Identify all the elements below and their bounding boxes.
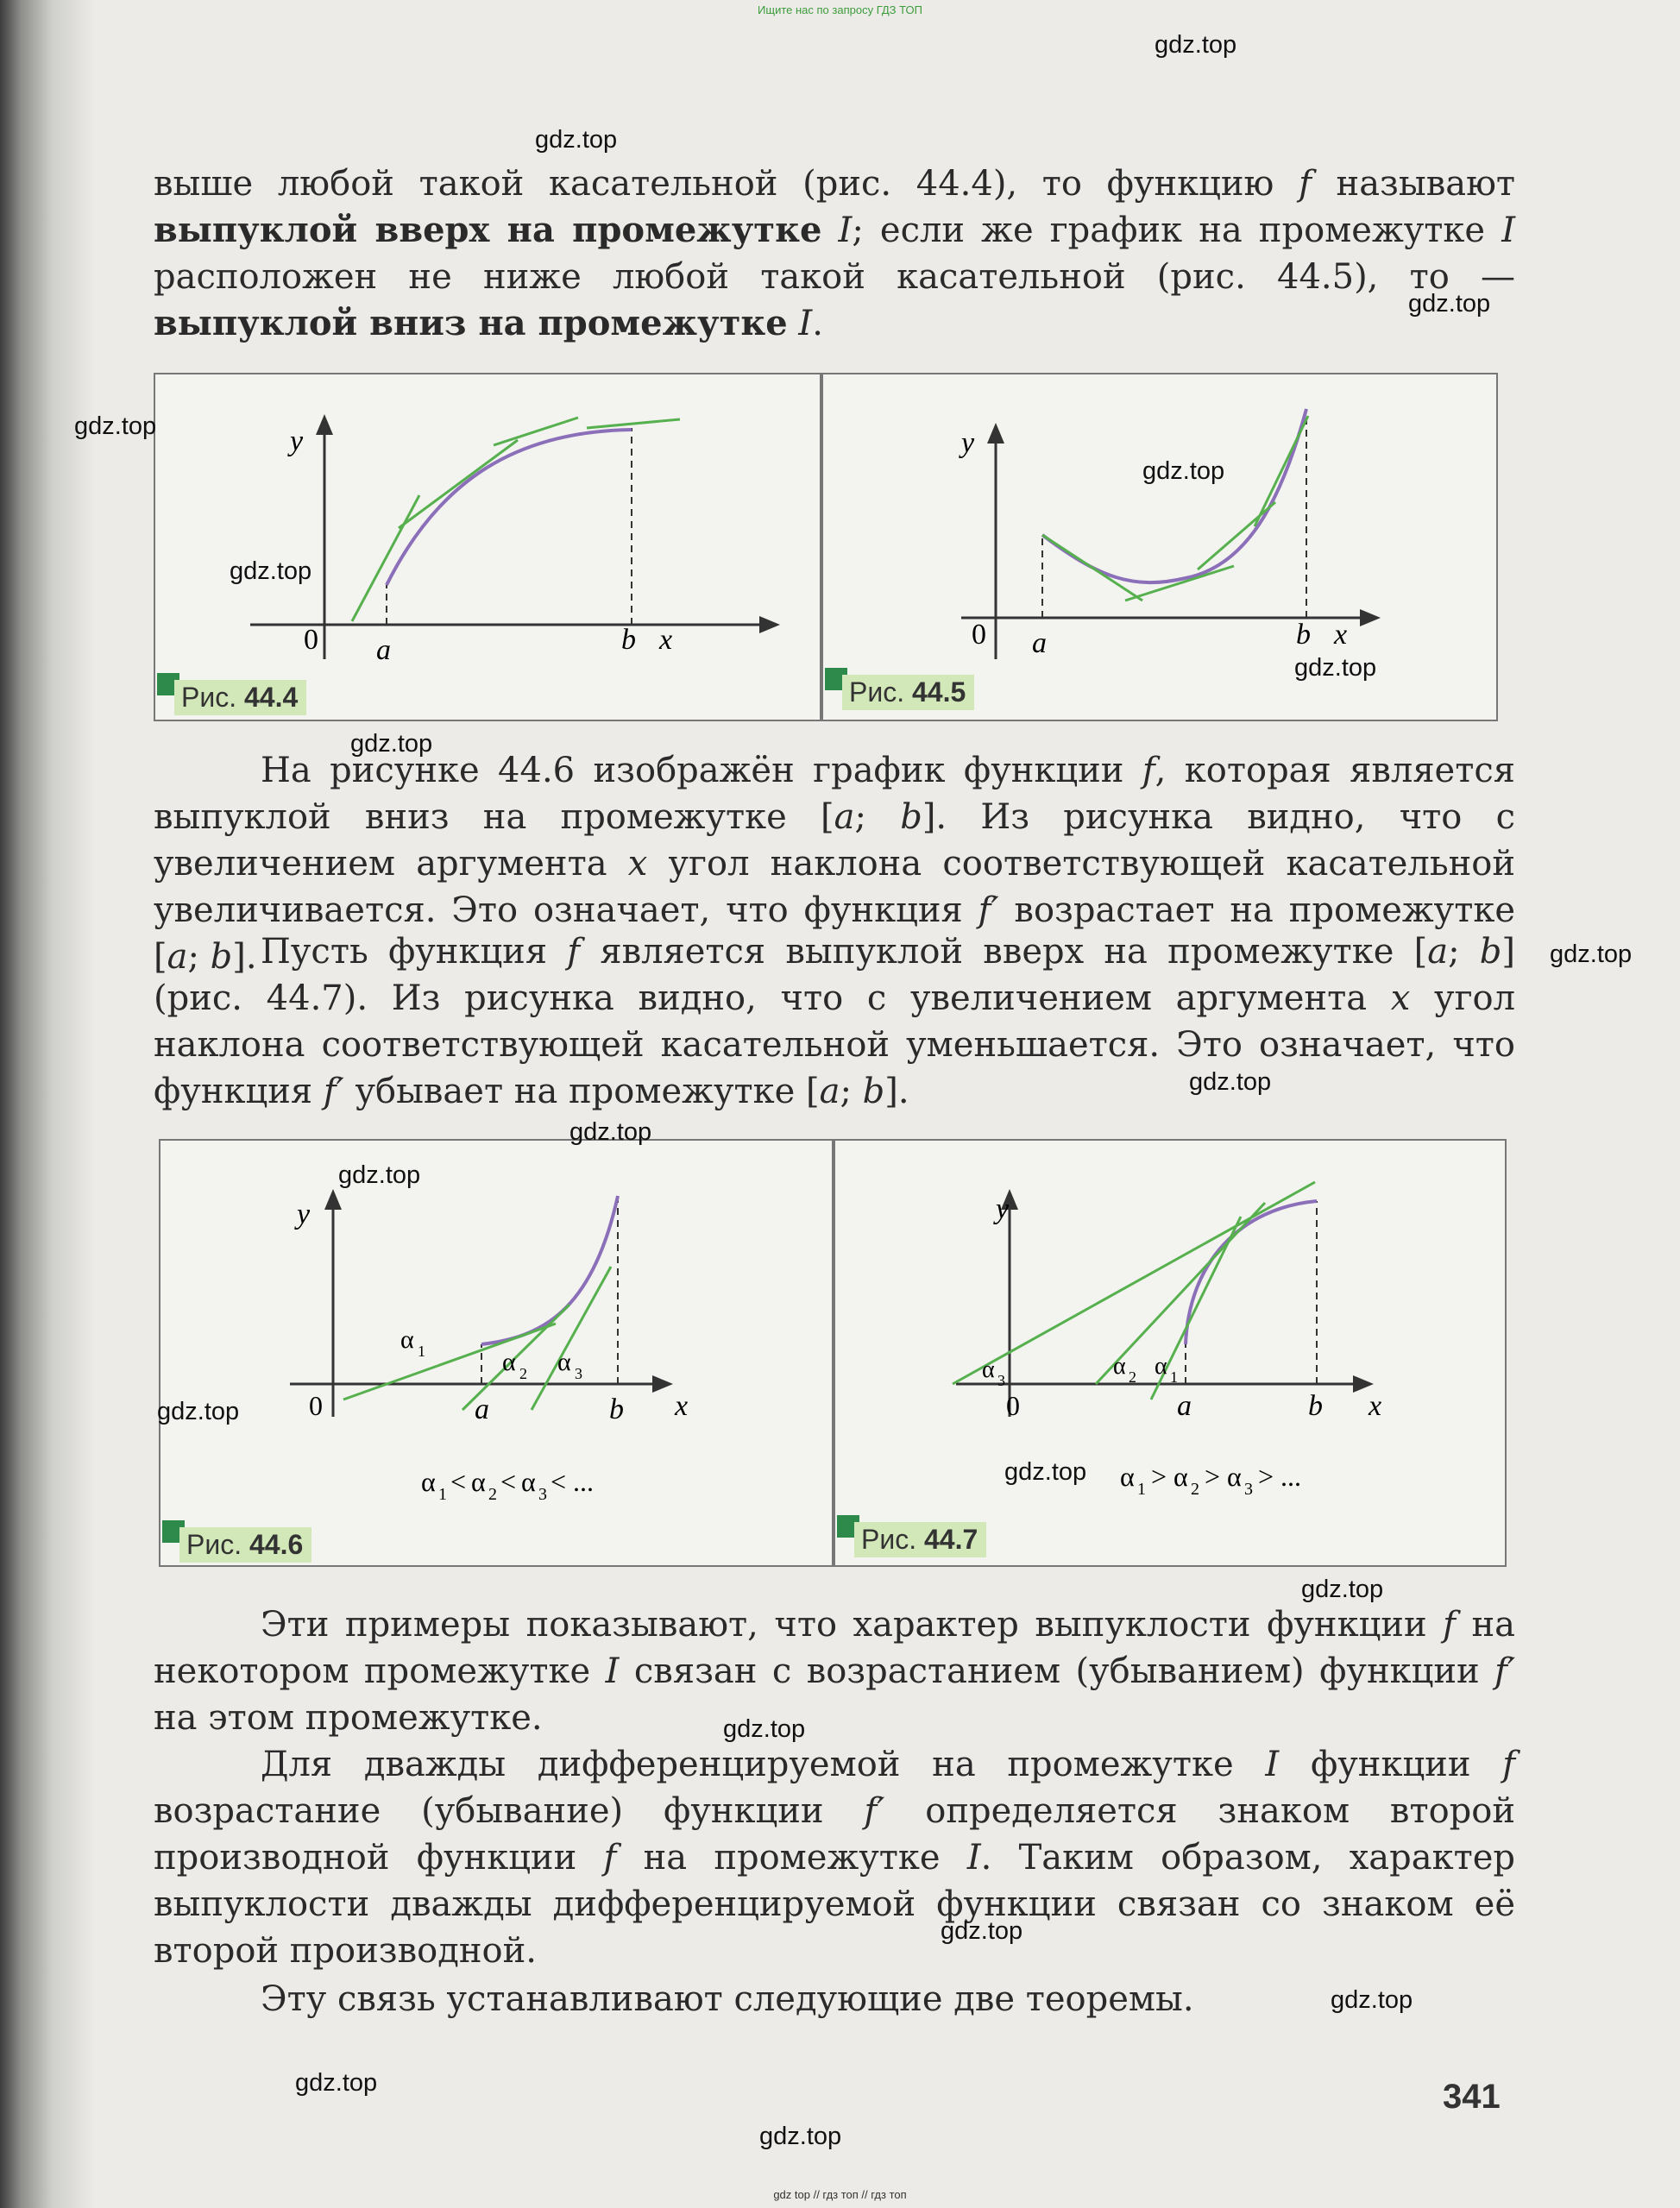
figure-caption: Рис. 44.5 bbox=[842, 675, 974, 710]
svg-text:a: a bbox=[475, 1393, 489, 1425]
figure-44-6-graph bbox=[160, 1141, 832, 1565]
tangent bbox=[352, 495, 419, 621]
svg-text:2: 2 bbox=[1129, 1368, 1136, 1386]
svg-text:α: α bbox=[421, 1466, 436, 1497]
tangent bbox=[399, 440, 518, 528]
svg-text:α: α bbox=[1155, 1353, 1167, 1380]
svg-text:x: x bbox=[675, 1390, 689, 1422]
paragraph-4: Эти примеры показывают, что характер выпуклости функции f на некотором промежутке I связан с возрастанием (убыванием) функции f′ на этом промежутке. bbox=[154, 1605, 1516, 1738]
figure-44-5-graph bbox=[823, 374, 1496, 720]
bottom-note: gdz top // гдз топ // гдз топ bbox=[773, 2188, 907, 2201]
figure-44-4-graph bbox=[155, 374, 820, 720]
figure-caption: Рис. 44.7 bbox=[854, 1522, 986, 1557]
paragraph-1: выше любой такой касательной (рис. 44.4), то функцию f называют выпуклой вверх на промежутке I; если же график на промежутке I расположен не ниже любой такой касательной (рис. 44.5), то — выпуклой вниз на промежутке I. bbox=[154, 164, 1516, 343]
paragraph-6: Эту связь устанавливают следующие две теоремы. bbox=[261, 1979, 1194, 2019]
watermark: gdz.top bbox=[74, 412, 157, 440]
figure-44-5 bbox=[821, 373, 1498, 721]
watermark: gdz.top bbox=[1331, 1986, 1413, 2014]
watermark: gdz.top bbox=[1408, 290, 1491, 318]
svg-text:b: b bbox=[621, 624, 636, 656]
tangent bbox=[343, 1324, 556, 1400]
paragraph-3: Пусть функция f является выпуклой вверх на промежутке [a; b] (рис. 44.7). Из рисунка видно, что с увеличением аргумента x угол наклона соответствующей касательной уменьшается. Это означает, что функция f′ убывает на промежутке [a; b]. bbox=[154, 932, 1516, 1111]
svg-text:0: 0 bbox=[1006, 1390, 1020, 1421]
watermark: gdz.top bbox=[723, 1715, 806, 1743]
svg-text:x: x bbox=[659, 624, 673, 656]
svg-text:y: y bbox=[996, 1193, 1010, 1225]
svg-text:α: α bbox=[1113, 1353, 1126, 1380]
svg-text:a: a bbox=[1032, 627, 1047, 659]
svg-text:>: > bbox=[1258, 1461, 1274, 1492]
watermark: gdz.top bbox=[569, 1118, 652, 1146]
svg-text:y: y bbox=[297, 1198, 311, 1230]
svg-text:>: > bbox=[1205, 1461, 1221, 1492]
watermark: gdz.top bbox=[350, 730, 433, 758]
curve bbox=[481, 1196, 618, 1344]
svg-text:0: 0 bbox=[309, 1390, 323, 1421]
curve bbox=[1186, 1201, 1317, 1344]
svg-text:<: < bbox=[551, 1466, 567, 1497]
svg-text:y: y bbox=[961, 427, 975, 459]
watermark: gdz.top bbox=[230, 557, 312, 585]
svg-text:α: α bbox=[982, 1356, 995, 1383]
svg-text:2: 2 bbox=[1191, 1480, 1199, 1499]
watermark: gdz.top bbox=[1004, 1458, 1087, 1486]
svg-text:1: 1 bbox=[418, 1343, 425, 1360]
svg-text:2: 2 bbox=[488, 1485, 497, 1504]
watermark: gdz.top bbox=[157, 1398, 240, 1425]
svg-text:α: α bbox=[1227, 1461, 1242, 1492]
svg-text:a: a bbox=[376, 634, 391, 666]
svg-text:1: 1 bbox=[1137, 1480, 1146, 1499]
curve bbox=[387, 430, 632, 585]
book-spine-shadow bbox=[0, 0, 95, 2208]
svg-text:α: α bbox=[1173, 1461, 1188, 1492]
svg-text:x: x bbox=[1334, 619, 1348, 651]
svg-text:3: 3 bbox=[1244, 1480, 1253, 1499]
tangent bbox=[532, 1267, 611, 1410]
svg-text:α: α bbox=[400, 1325, 414, 1354]
watermark: gdz.top bbox=[1142, 457, 1225, 485]
watermark: gdz.top bbox=[941, 1917, 1023, 1945]
page-number: 341 bbox=[1443, 2078, 1501, 2116]
svg-text:x: x bbox=[1369, 1390, 1382, 1422]
watermark: gdz.top bbox=[295, 2069, 378, 2097]
tangent bbox=[587, 419, 680, 428]
watermark: gdz.top bbox=[1550, 940, 1633, 968]
svg-text:α: α bbox=[1120, 1461, 1135, 1492]
tangent bbox=[1255, 416, 1308, 526]
svg-text:0: 0 bbox=[972, 619, 986, 651]
svg-text:b: b bbox=[1296, 619, 1311, 651]
svg-text:1: 1 bbox=[1170, 1368, 1178, 1386]
svg-text:...: ... bbox=[573, 1466, 594, 1497]
watermark: gdz.top bbox=[338, 1161, 421, 1189]
svg-text:<: < bbox=[450, 1466, 467, 1497]
svg-text:b: b bbox=[1308, 1390, 1323, 1422]
svg-text:a: a bbox=[1177, 1390, 1192, 1422]
figure-caption: Рис. 44.4 bbox=[174, 680, 306, 715]
watermark: gdz.top bbox=[535, 126, 618, 154]
svg-text:0: 0 bbox=[304, 624, 318, 656]
figure-44-6 bbox=[159, 1139, 834, 1567]
svg-text:b: b bbox=[609, 1393, 624, 1425]
svg-text:...: ... bbox=[1280, 1461, 1301, 1492]
svg-text:α: α bbox=[557, 1348, 571, 1376]
svg-text:3: 3 bbox=[575, 1365, 582, 1382]
curve bbox=[1042, 409, 1306, 582]
tangent bbox=[494, 418, 578, 445]
paragraph-2: На рисунке 44.6 изображён график функции f, которая является выпуклой вниз на промежутке [a; b]. Из рисунка видно, что с увеличением аргумента x угол наклона соответствующей касательной увеличивается. Это означает, что функция f′ возрастает на промежутке [a; b]. bbox=[154, 751, 1516, 977]
svg-text:α: α bbox=[502, 1348, 516, 1376]
watermark: gdz.top bbox=[1294, 654, 1377, 682]
watermark: gdz.top bbox=[759, 2123, 842, 2150]
svg-text:2: 2 bbox=[519, 1365, 527, 1382]
svg-text:α: α bbox=[471, 1466, 486, 1497]
svg-text:1: 1 bbox=[438, 1485, 447, 1504]
watermark: gdz.top bbox=[1189, 1068, 1272, 1096]
svg-text:>: > bbox=[1151, 1461, 1167, 1492]
svg-text:y: y bbox=[290, 425, 304, 457]
tangent bbox=[1042, 535, 1142, 601]
paragraph-5: Для дважды дифференцируемой на промежутке I функции f возрастание (убывание) функции f′ определяется знаком второй производной функции f на промежутке I. Таким образом, характер выпуклости дважды дифференцируемой функции связан со знаком её второй производной. bbox=[154, 1745, 1516, 1971]
watermark: gdz.top bbox=[1155, 31, 1237, 59]
top-note: Ищите нас по запросу ГДЗ ТОП bbox=[758, 3, 922, 16]
figure-caption: Рис. 44.6 bbox=[179, 1527, 311, 1563]
svg-text:3: 3 bbox=[997, 1372, 1005, 1389]
svg-text:<: < bbox=[500, 1466, 517, 1497]
figure-44-7-graph bbox=[835, 1141, 1505, 1565]
figure-44-7 bbox=[834, 1139, 1507, 1567]
watermark: gdz.top bbox=[1301, 1576, 1384, 1603]
svg-text:α: α bbox=[521, 1466, 536, 1497]
svg-text:3: 3 bbox=[538, 1485, 547, 1504]
figure-44-4 bbox=[154, 373, 821, 721]
tangent bbox=[1198, 502, 1275, 569]
